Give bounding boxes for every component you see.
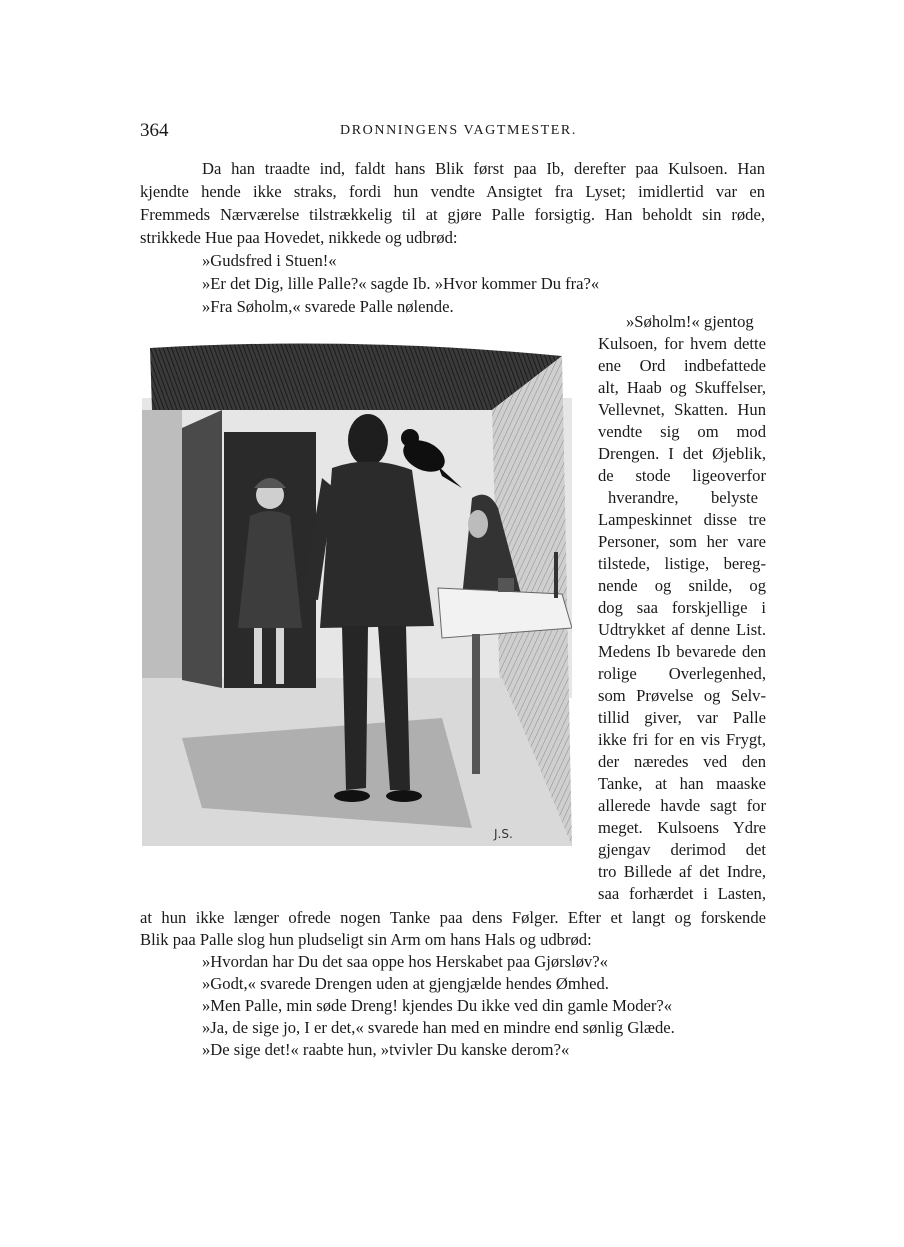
text-line: strikkede Hue paa Hovedet, nikkede og udbrød: xyxy=(140,228,458,247)
text-line: »Fra Søholm,« svarede Palle nølende. xyxy=(202,297,454,316)
text-line: Lampeskinnet disse tre xyxy=(598,510,766,529)
text-line: »Gudsfred i Stuen!« xyxy=(202,251,337,270)
ceiling-beams xyxy=(150,344,562,411)
candlestick xyxy=(554,552,558,598)
text-line: Blik paa Palle slog hun pludseligt sin Arm om hans Hals og udbrød: xyxy=(140,930,592,949)
bread xyxy=(498,578,514,592)
text-line: »De sige det!« raabte hun, »tvivler Du kanske derom?« xyxy=(202,1040,570,1059)
text-line: »Hvordan har Du det saa oppe hos Herskabet paa Gjørsløv?« xyxy=(202,952,608,971)
text-line: Drengen. I det Øjeblik, xyxy=(598,444,766,463)
page-number: 364 xyxy=(140,120,169,141)
artist-signature: J.S. xyxy=(494,827,513,841)
running-title: DRONNINGENS VAGTMESTER. xyxy=(340,123,577,138)
text-line: ikke fri for en vis Frygt, xyxy=(598,730,766,749)
text-line: som Prøvelse og Selv- xyxy=(598,686,766,705)
text-line: Tanke, at han maaske xyxy=(598,774,766,793)
text-line: der næredes ved den xyxy=(598,752,766,771)
text-line: meget. Kulsoens Ydre xyxy=(598,818,766,837)
text-line: dog saa forskjellige i xyxy=(598,598,766,617)
text-line: gjengav derimod det xyxy=(598,840,766,859)
table-leg xyxy=(472,634,480,774)
text-line: tilstede, listige, bereg- xyxy=(598,554,766,573)
open-door xyxy=(182,410,222,688)
text-line: saa forhærdet i Lasten, xyxy=(598,884,766,903)
text-line: hverandre, belyste xyxy=(608,488,758,507)
text-line: Vellevnet, Skatten. Hun xyxy=(598,400,766,419)
left-wall xyxy=(142,410,182,680)
text-line: Da han traadte ind, faldt hans Blik først paa Ib, derefter paa Kulsoen. Han xyxy=(202,159,765,178)
page-header xyxy=(140,120,770,142)
text-line: Medens Ib bevarede den xyxy=(598,642,766,661)
text-line: vendte sig om mod xyxy=(598,422,766,441)
text-line: »Er det Dig, lille Palle?« sagde Ib. »Hvor kommer Du fra?« xyxy=(202,274,600,293)
text-line: tro Billede af det Indre, xyxy=(598,862,766,881)
text-line: at hun ikke længer ofrede nogen Tanke paa dens Følger. Efter et langt og forskende xyxy=(140,908,766,927)
text-line: alt, Haab og Skuffelser, xyxy=(598,378,766,397)
text-line: Personer, som her vare xyxy=(598,532,766,551)
text-line: tillid giver, var Palle xyxy=(598,708,766,727)
text-line: ene Ord indbefattede xyxy=(598,356,766,375)
text-line: »Godt,« svarede Drengen uden at gjengjælde hendes Ømhed. xyxy=(202,974,609,993)
text-line: de stode ligeoverfor xyxy=(598,466,766,485)
text-line: rolige Overlegenhed, xyxy=(598,664,766,683)
text-line: »Søholm!« gjentog xyxy=(626,312,754,331)
text-line: kjendte hende ikke straks, fordi hun vendte Ansigtet fra Lyset; imidlertid var en xyxy=(140,182,765,201)
text-line: allerede havde sagt for xyxy=(598,796,766,815)
text-line: Udtrykket af denne List. xyxy=(598,620,766,639)
illustration-drawing xyxy=(142,338,572,846)
text-line: nende og snilde, og xyxy=(598,576,766,595)
text-line: Fremmeds Nærværelse tilstrækkelig til at gjøre Palle forsigtig. Han beholdt sin røde, xyxy=(140,205,765,224)
text-line: »Ja, de sige jo, I er det,« svarede han med en mindre end sønlig Glæde. xyxy=(202,1018,675,1037)
text-line: Kulsoen, for hvem dette xyxy=(598,334,766,353)
text-line: »Men Palle, min søde Dreng! kjendes Du ikke ved din gamle Moder?« xyxy=(202,996,673,1015)
illustration xyxy=(142,338,572,846)
